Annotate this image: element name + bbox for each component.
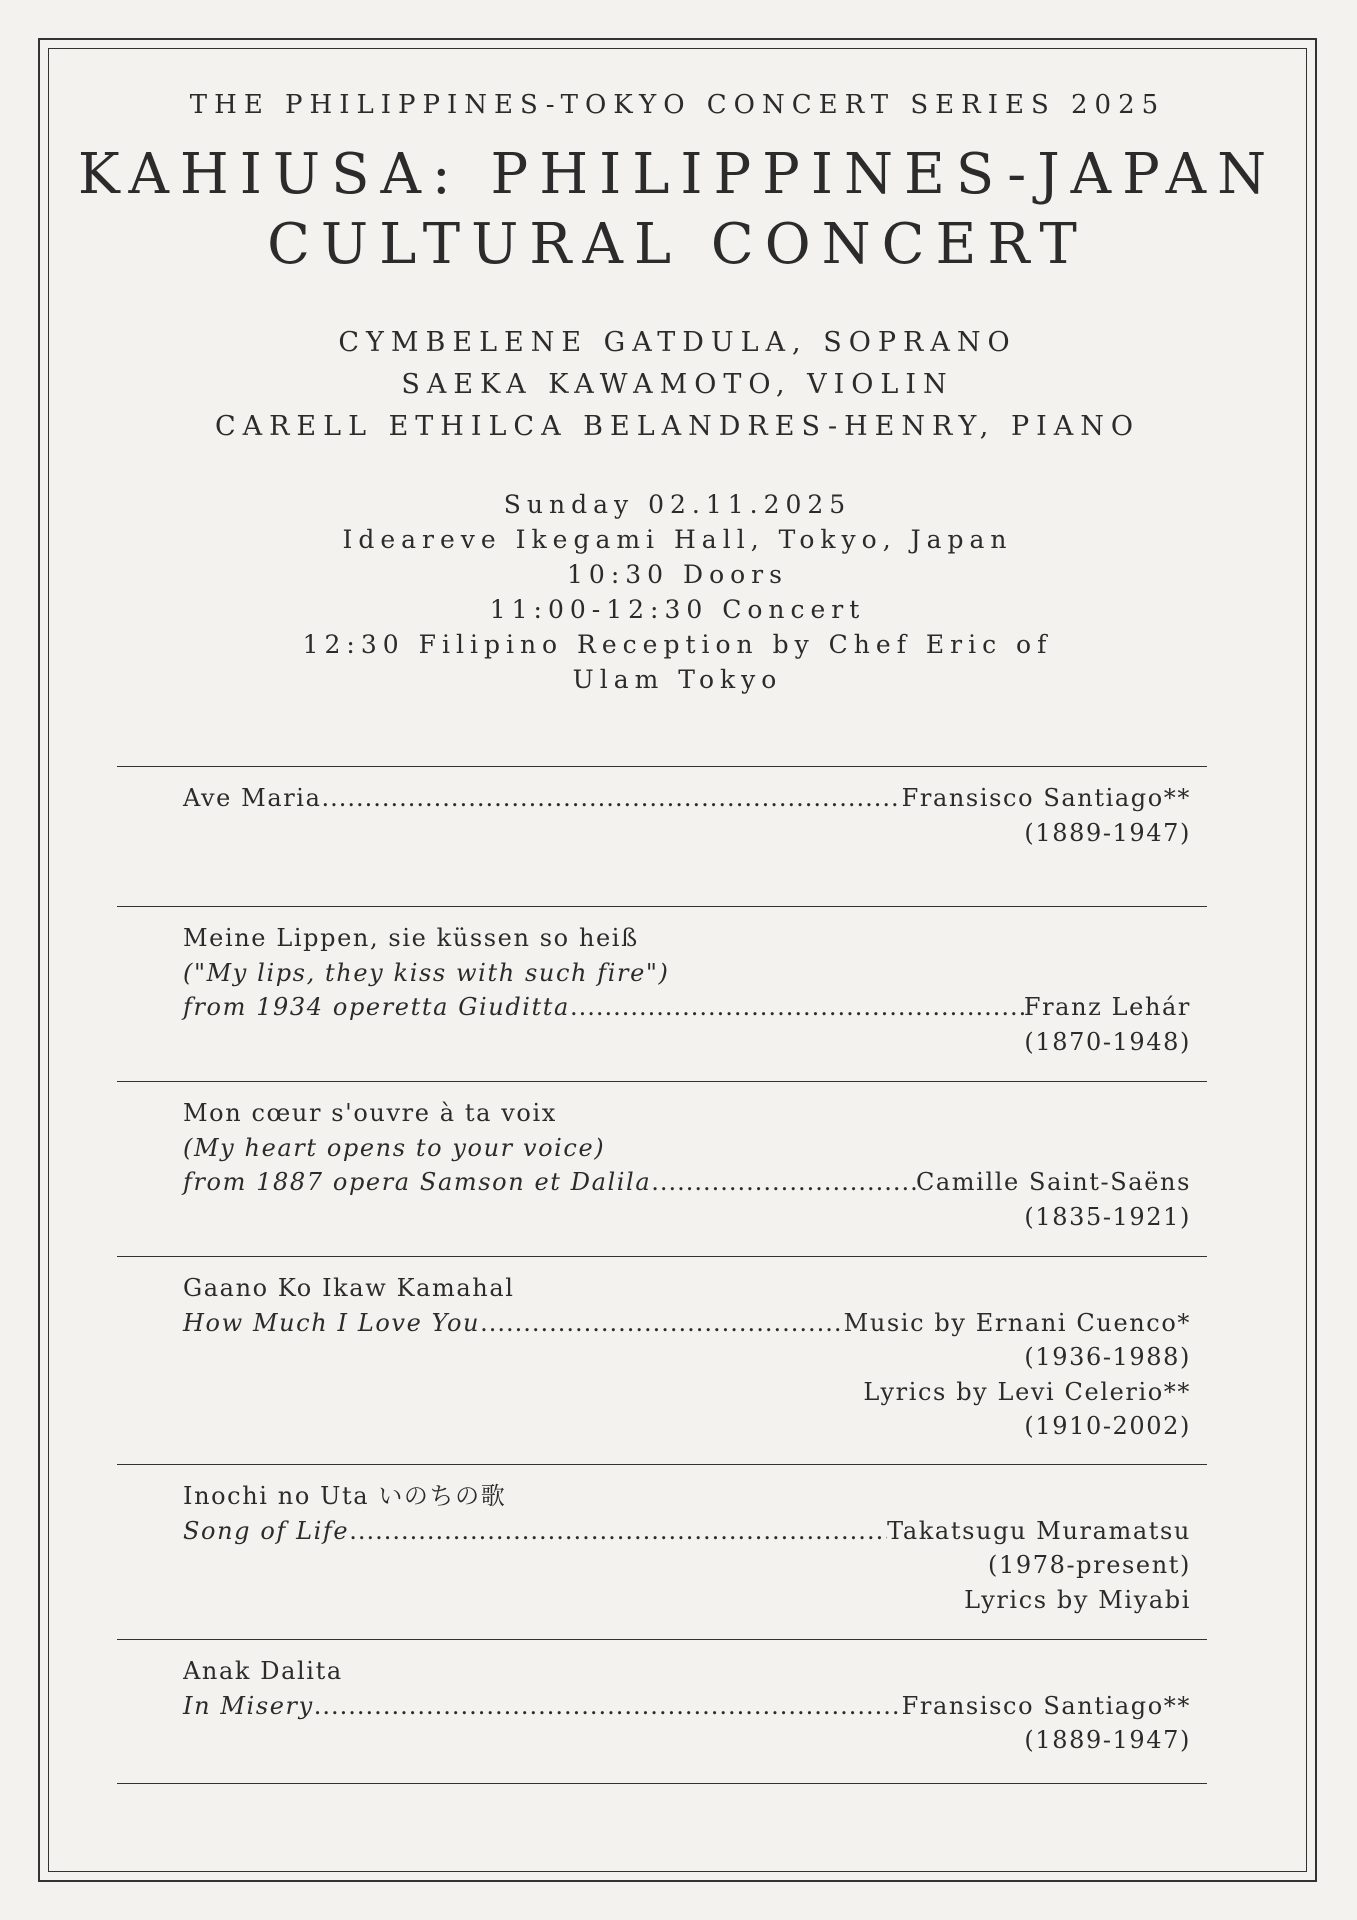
piece-translation: (My heart opens to your voice) [183,1133,606,1162]
divider [117,1783,1207,1784]
performer-piano: CARELL ETHILCA BELANDRES-HENRY, PIANO [214,411,1141,442]
concert-title-line-2: CULTURAL CONCERT [267,212,1088,277]
program-item-source-row [183,1165,1191,1200]
lyricist-name: Lyrics by Miyabi [964,1585,1191,1614]
leader-dots [349,1514,887,1549]
event-reception-line-1: 12:30 Filipino Reception by Chef Eric of [302,630,1053,659]
divider [117,766,1207,767]
piece-title: Meine Lippen, sie küssen so heiß [183,924,639,952]
divider [117,906,1207,907]
divider [117,1256,1207,1257]
composer-name: Franz Lehár [1023,993,1191,1021]
leader-dots [314,1689,902,1724]
piece-translation: Song of Life [183,1516,350,1545]
event-details [48,487,1307,697]
composer-years: (1870-1948) [1024,1027,1191,1056]
leader-dots [570,990,1024,1025]
program-item-source-row [183,990,1191,1025]
program-item-translation-row [183,1514,1191,1549]
piece-title: Mon cœur s'ouvre à ta voix [183,1099,557,1127]
composer-years: (1978-present) [988,1551,1191,1579]
program-item [183,1271,1191,1444]
series-heading: THE PHILIPPINES-TOKYO CONCERT SERIES 2025 [189,90,1166,120]
performers-list [48,322,1307,448]
piece-translation: How Much I Love You [183,1308,481,1337]
program-item-translation-row [183,1689,1191,1724]
lyricist-name: Lyrics by Levi Celerio** [863,1377,1191,1406]
piece-title: Anak Dalita [183,1657,343,1685]
event-doors: 10:30 Doors [567,560,788,589]
concert-title-line-1: KAHIUSA: PHILIPPINES-JAPAN [77,142,1278,207]
divider [117,1464,1207,1465]
program-item [183,1654,1191,1758]
piece-source: from 1887 opera Samson et Dalila [183,1168,652,1196]
piece-translation: ("My lips, they kiss with such fire") [183,958,670,987]
piece-source: from 1934 operetta Giuditta [183,993,570,1021]
leader-dots [651,1165,916,1200]
program-item-translation-row [183,1306,1191,1341]
piece-title: Gaano Ko Ikaw Kamahal [183,1274,515,1302]
performer-violin: SAEKA KAWAMOTO, VIOLIN [401,369,954,400]
concert-title [48,140,1307,280]
piece-title: Inochi no Uta いのちの歌 [183,1482,507,1510]
composer-name: Fransisco Santiago** [901,1691,1191,1720]
composer-years: (1889-1947) [1024,818,1191,847]
performer-soprano: CYMBELENE GATDULA, SOPRANO [338,327,1017,358]
program-item [183,1096,1191,1234]
divider [117,1081,1207,1082]
program-item [183,1479,1191,1617]
leader-dots [480,1306,844,1341]
event-venue: Ideareve Ikegami Hall, Tokyo, Japan [342,525,1013,554]
composer-name: Music by Ernani Cuenco* [843,1308,1191,1337]
piece-title: Ave Maria [183,784,322,812]
leader-dots [322,781,902,816]
composer-years: (1936-1988) [1024,1343,1191,1371]
composer-years: (1835-1921) [1024,1202,1191,1231]
program-item [183,781,1191,850]
event-reception-line-2: Ulam Tokyo [572,665,783,694]
program-item-title-row [183,781,1191,816]
composer-years: (1889-1947) [1024,1726,1191,1754]
composer-name: Takatsugu Muramatsu [887,1516,1191,1545]
event-date: Sunday 02.11.2025 [503,490,852,519]
divider [117,1639,1207,1640]
composer-name: Fransisco Santiago** [901,784,1191,812]
event-concert-time: 11:00-12:30 Concert [489,595,866,624]
program-item [183,921,1191,1059]
lyricist-years: (1910-2002) [1024,1412,1191,1440]
piece-translation: In Misery [183,1691,314,1720]
composer-name: Camille Saint-Saëns [915,1168,1191,1196]
